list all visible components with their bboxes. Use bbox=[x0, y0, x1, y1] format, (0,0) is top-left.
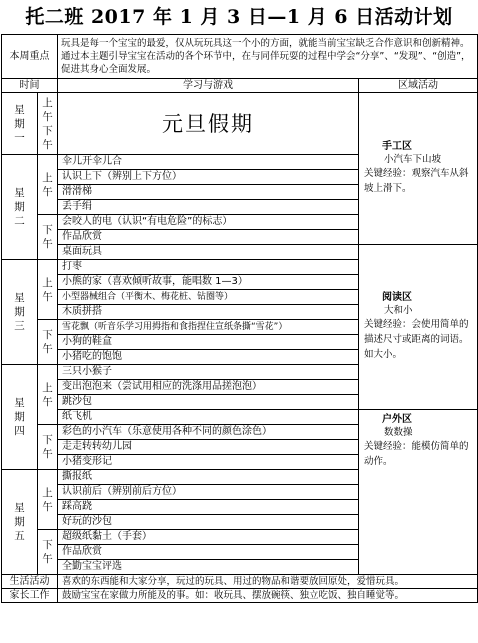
activity-item: 作品欣赏 bbox=[58, 230, 359, 245]
area-title-outdoor: 户外区 bbox=[382, 414, 412, 425]
header-area: 区域活动 bbox=[359, 79, 478, 93]
activity-item: 伞儿开伞儿合 bbox=[58, 155, 359, 170]
activity-item: 走走转转幼儿园 bbox=[58, 440, 359, 455]
area-desc-reading: 关键经验：会使用简单的描述尺寸或距离的词语。如大小。 bbox=[364, 319, 469, 360]
activity-item: 作品欣赏 bbox=[58, 545, 359, 560]
page-title: 托二班 2017 年 1 月 3 日—1 月 6 日活动计划 bbox=[25, 6, 453, 28]
am-label: 上午 bbox=[38, 365, 58, 425]
header-learning: 学习与游戏 bbox=[58, 79, 359, 93]
activity-item: 变出泡泡来（尝试用相应的洗涤用品搓泡泡） bbox=[58, 380, 359, 395]
life-label: 生活活动 bbox=[2, 575, 58, 589]
activity-item: 纸飞机 bbox=[58, 410, 359, 425]
day-label-wednesday: 星期三 bbox=[2, 260, 38, 365]
activity-item: 好玩的沙包 bbox=[58, 515, 359, 530]
life-row bbox=[2, 575, 478, 589]
area-desc-handcraft: 关键经验：观察汽车从斜坡上滑下。 bbox=[364, 168, 469, 194]
activity-item: 小熊的家（喜欢倾听故事，能唱数 1—3） bbox=[58, 275, 359, 290]
area-title-handcraft: 手工区 bbox=[382, 141, 412, 152]
activity-item: 小猪变形记 bbox=[58, 455, 359, 470]
pm-label: 下午 bbox=[38, 425, 58, 470]
activity-item: 认识前后（辨别前后方位） bbox=[58, 485, 359, 500]
day-label-monday: 星期一 bbox=[2, 93, 38, 155]
activity-item: 滑滑梯 bbox=[58, 185, 359, 200]
activity-item: 小型器械组合（平衡木、梅花桩、钻圈等） bbox=[58, 290, 359, 305]
pm-label: 下午 bbox=[38, 530, 58, 575]
area-desc-outdoor: 关键经验：能模仿简单的动作。 bbox=[364, 441, 469, 467]
activity-item: 小狗的鞋盒 bbox=[58, 335, 359, 350]
am-label: 上午 bbox=[38, 260, 58, 320]
activity-item: 全勤宝宝评选 bbox=[58, 560, 359, 575]
pm-label: 下午 bbox=[38, 320, 58, 365]
area-reading bbox=[359, 245, 478, 410]
holiday-text: 元旦假期 bbox=[58, 93, 359, 155]
activity-item: 雪花飘（听音乐学习用拇指和食指捏住宣纸条撕“雪花”） bbox=[58, 320, 359, 335]
home-label: 家长工作 bbox=[2, 589, 58, 603]
activity-item: 三只小猴子 bbox=[58, 365, 359, 380]
activity-item: 小猪吃的饱饱 bbox=[58, 350, 359, 365]
activity-item: 桌面玩具 bbox=[58, 245, 359, 260]
header-row bbox=[2, 79, 478, 93]
activity-item: 打枣 bbox=[58, 260, 359, 275]
plan-table bbox=[1, 34, 478, 603]
area-handcraft bbox=[359, 93, 478, 245]
am-label: 上午 bbox=[38, 470, 58, 530]
area-subtitle-outdoor: 数数操 bbox=[384, 427, 413, 438]
activity-item: 丢手绢 bbox=[58, 200, 359, 215]
focus-row bbox=[2, 35, 478, 79]
area-subtitle-handcraft: 小汽车下山坡 bbox=[384, 154, 442, 165]
pm-label: 下午 bbox=[38, 215, 58, 260]
day-label-thursday: 星期四 bbox=[2, 365, 38, 470]
focus-text: 玩具是每一个宝宝的最爱，仅从玩玩具这一个小的方面，就能当前宝宝缺乏合作意识和创新精神。通过本主题引导宝宝在活动的各个环节中，在与同伴玩耍的过程中学会“分享”、“发现”、“创造”，促进其身心全面发展。 bbox=[58, 35, 478, 79]
day-label-tuesday: 星期二 bbox=[2, 155, 38, 260]
activity-item: 会咬人的电（认识“有电危险”的标志） bbox=[58, 215, 359, 230]
activity-item: 踩高跷 bbox=[58, 500, 359, 515]
area-subtitle-reading: 大和小 bbox=[384, 305, 413, 316]
home-row bbox=[2, 589, 478, 603]
activity-item: 撕报纸 bbox=[58, 470, 359, 485]
activity-item: 超级纸黏土（手套） bbox=[58, 530, 359, 545]
am-label: 上午 bbox=[38, 155, 58, 215]
activity-item: 木质拼搭 bbox=[58, 305, 359, 320]
area-outdoor bbox=[359, 410, 478, 575]
day-label-friday: 星期五 bbox=[2, 470, 38, 575]
ampm-label: 上午下午 bbox=[38, 93, 58, 155]
activity-item: 彩色的小汽车（乐意使用各种不同的颜色涂色） bbox=[58, 425, 359, 440]
activity-item: 认识上下（辨别上下方位） bbox=[58, 170, 359, 185]
life-text: 喜欢的东西能和大家分享，玩过的玩具、用过的物品和谐要放回原处，爱惜玩具。 bbox=[58, 575, 478, 589]
focus-label: 本周重点 bbox=[2, 35, 58, 79]
header-time: 时间 bbox=[2, 79, 58, 93]
activity-item: 跳沙包 bbox=[58, 395, 359, 410]
home-text: 鼓励宝宝在家做力所能及的事。如：收玩具、摆放碗筷、独立吃饭、独自睡觉等。 bbox=[58, 589, 478, 603]
monday-row bbox=[2, 93, 478, 155]
area-title-reading: 阅读区 bbox=[382, 292, 412, 303]
